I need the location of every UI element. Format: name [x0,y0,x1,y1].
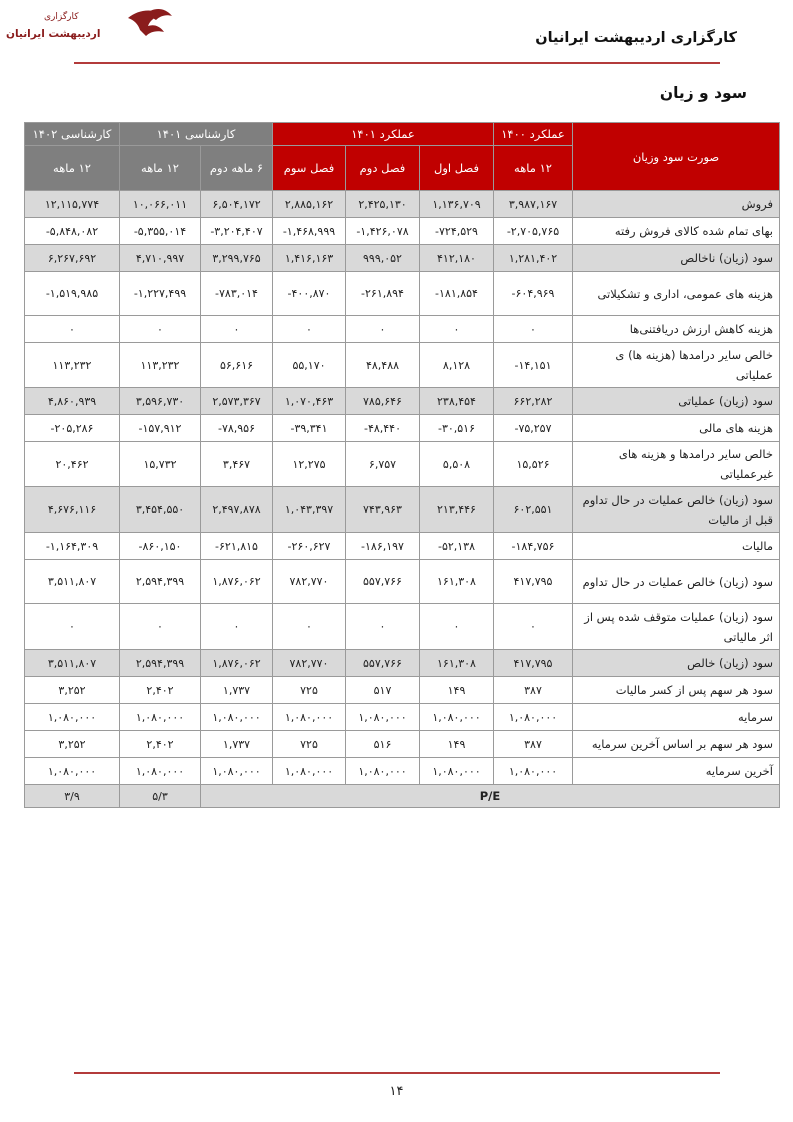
cell-value: -۳۹,۳۴۱ [273,415,346,442]
cell-value: -۷۸,۹۵۶ [201,415,273,442]
table-row [25,343,780,388]
cell-value: -۱,۵۱۹,۹۸۵ [25,272,120,316]
cell-value: -۵۲,۱۳۸ [420,533,494,560]
cell-value: ۱,۷۳۷ [201,731,273,758]
cell-value: ۱,۰۸۰,۰۰۰ [201,758,273,785]
cell-value: ۲,۴۰۲ [120,731,201,758]
row-label: سود (زیان) خالص [573,650,780,677]
cell-value: ۵۵۷,۷۶۶ [346,650,420,677]
cell-value: ۶,۵۰۴,۱۷۲ [201,191,273,218]
cell-value: ۱۶۱,۳۰۸ [420,560,494,604]
table-row [25,758,780,785]
cell-value: ۶,۲۶۷,۶۹۲ [25,245,120,272]
cell-value: ۰ [201,316,273,343]
cell-value: ۳۸۷ [494,731,573,758]
page-header [0,0,793,62]
cell-value: ۵۶,۶۱۶ [201,343,273,388]
cell-value: ۱,۰۸۰,۰۰۰ [494,758,573,785]
cell-value: ۳,۴۵۴,۵۵۰ [120,487,201,533]
cell-value: ۴۸,۴۸۸ [346,343,420,388]
cell-value: ۱,۰۴۳,۳۹۷ [273,487,346,533]
logo-text-main: اردیبهشت ایرانیان [6,28,101,40]
row-label: سود (زیان) خالص عملیات در حال تداوم [573,560,780,604]
cell-value: -۱,۴۲۶,۰۷۸ [346,218,420,245]
cell-value: ۵۱۶ [346,731,420,758]
cell-value: ۳,۲۵۲ [25,677,120,704]
row-header: صورت سود وزیان [573,123,780,191]
table-row [25,533,780,560]
cell-value: ۰ [420,316,494,343]
row-label: سود (زیان) خالص عملیات در حال تداوم قبل از مالیات [573,487,780,533]
row-label: سود (زیان) ناخالص [573,245,780,272]
table-row [25,245,780,272]
cell-value: -۳,۲۰۴,۴۰۷ [201,218,273,245]
section-title: سود و زیان [659,84,747,102]
cell-value: ۱۴۹ [420,677,494,704]
table-row [25,316,780,343]
header-divider [74,62,720,64]
cell-value: ۷۸۲,۷۷۰ [273,650,346,677]
cell-value: ۳,۲۵۲ [25,731,120,758]
cell-value: ۳,۵۱۱,۸۰۷ [25,650,120,677]
cell-value: ۲۳۸,۴۵۴ [420,388,494,415]
cell-value: ۰ [273,604,346,650]
cell-value: -۸۶۰,۱۵۰ [120,533,201,560]
cell-value: ۹۹۹,۰۵۲ [346,245,420,272]
cell-value: -۶۰۴,۹۶۹ [494,272,573,316]
cell-value: ۳,۹۸۷,۱۶۷ [494,191,573,218]
cell-value: ۵,۵۰۸ [420,442,494,487]
cell-value: ۲,۴۹۷,۸۷۸ [201,487,273,533]
table-row [25,487,780,533]
cell-value: -۳۰,۵۱۶ [420,415,494,442]
cell-value: ۳,۲۹۹,۷۶۵ [201,245,273,272]
cell-value: ۰ [420,604,494,650]
cell-value: -۱۴,۱۵۱ [494,343,573,388]
cell-value: ۱۲,۲۷۵ [273,442,346,487]
row-label: هزینه کاهش ارزش دریافتنی‌ها [573,316,780,343]
cell-value: ۱۰,۰۶۶,۰۱۱ [120,191,201,218]
row-label: بهای تمام شده کالای فروش رفته [573,218,780,245]
cell-value: -۱۸۱,۸۵۴ [420,272,494,316]
cell-value: ۱۵,۵۲۶ [494,442,573,487]
cell-value: -۲۶۰,۶۲۷ [273,533,346,560]
cell-value: ۱,۴۱۶,۱۶۳ [273,245,346,272]
cell-value: ۳۸۷ [494,677,573,704]
cell-value: ۷۲۵ [273,677,346,704]
cell-value: ۱,۸۷۶,۰۶۲ [201,650,273,677]
cell-value: ۰ [494,316,573,343]
cell-value: ۴۱۷,۷۹۵ [494,650,573,677]
cell-value: ۱,۰۸۰,۰۰۰ [120,758,201,785]
cell-value: ۲۱۳,۴۴۶ [420,487,494,533]
cell-value: ۷۴۳,۹۶۳ [346,487,420,533]
cell-value: ۲,۸۸۵,۱۶۲ [273,191,346,218]
cell-value: -۴۰۰,۸۷۰ [273,272,346,316]
cell-value: ۶,۷۵۷ [346,442,420,487]
cell-value: ۳,۵۱۱,۸۰۷ [25,560,120,604]
cell-value: ۱۶۱,۳۰۸ [420,650,494,677]
cell-value: ۱,۰۸۰,۰۰۰ [420,758,494,785]
cell-value: ۰ [346,316,420,343]
row-label: سرمایه [573,704,780,731]
cell-value: -۴۸,۴۴۰ [346,415,420,442]
logo-text-small: کارگزاری [44,12,79,22]
cell-value: ۲,۵۹۴,۳۹۹ [120,650,201,677]
subheader: فصل دوم [346,146,420,191]
cell-value: ۱۱۳,۲۳۲ [120,343,201,388]
income-statement-table [24,122,780,808]
cell-value: ۰ [494,604,573,650]
cell-value: ۰ [273,316,346,343]
row-label: مالیات [573,533,780,560]
cell-value: ۱۲,۱۱۵,۷۷۴ [25,191,120,218]
group-header-1400: عملکرد ۱۴۰۰ [494,123,573,146]
cell-value: ۱,۰۸۰,۰۰۰ [420,704,494,731]
cell-value: ۴۱۷,۷۹۵ [494,560,573,604]
cell-value: ۷۸۲,۷۷۰ [273,560,346,604]
cell-value: -۲۰۵,۲۸۶ [25,415,120,442]
subheader: فصل سوم [273,146,346,191]
cell-value: -۱,۲۲۷,۴۹۹ [120,272,201,316]
cell-value: ۱,۲۸۱,۴۰۲ [494,245,573,272]
cell-value: -۲۶۱,۸۹۴ [346,272,420,316]
subheader: ۶ ماهه دوم [201,146,273,191]
cell-value: ۱,۱۳۶,۷۰۹ [420,191,494,218]
row-label: سود هر سهم بر اساس آخرین سرمایه [573,731,780,758]
cell-value: ۱,۰۸۰,۰۰۰ [494,704,573,731]
cell-value: -۱۸۶,۱۹۷ [346,533,420,560]
cell-value: ۱,۰۸۰,۰۰۰ [25,704,120,731]
row-label: آخرین سرمایه [573,758,780,785]
cell-value: ۰ [25,604,120,650]
cell-value: ۱۴۹ [420,731,494,758]
cell-value: ۱۱۳,۲۳۲ [25,343,120,388]
cell-value: -۱۵۷,۹۱۲ [120,415,201,442]
table-row [25,731,780,758]
cell-value: ۱,۰۸۰,۰۰۰ [346,758,420,785]
group-header-1401: عملکرد ۱۴۰۱ [273,123,494,146]
cell-value: -۷۵,۲۵۷ [494,415,573,442]
cell-value: -۱,۴۶۸,۹۹۹ [273,218,346,245]
table-row [25,442,780,487]
row-label: خالص سایر درامدها (هزینه ها) ی عملیاتی [573,343,780,388]
cell-value: ۵۱۷ [346,677,420,704]
cell-value: ۲,۴۲۵,۱۳۰ [346,191,420,218]
cell-value: -۱۸۴,۷۵۶ [494,533,573,560]
cell-value: -۷۲۴,۵۲۹ [420,218,494,245]
row-label: هزینه های عمومی، اداری و تشکیلاتی [573,272,780,316]
cell-value: ۱,۷۳۷ [201,677,273,704]
pe-label: P/E [201,785,780,808]
table-row [25,704,780,731]
row-label: سود (زیان) عملیات متوقف شده پس از اثر مالیاتی [573,604,780,650]
cell-value: ۱,۰۸۰,۰۰۰ [273,704,346,731]
table-row [25,677,780,704]
group-header-k1402: کارشناسی ۱۴۰۲ [25,123,120,146]
table-row [25,604,780,650]
pe-value: ۳/۹ [25,785,120,808]
cell-value: ۰ [346,604,420,650]
cell-value: ۲,۵۷۳,۳۶۷ [201,388,273,415]
cell-value: ۲۰,۴۶۲ [25,442,120,487]
cell-value: ۰ [120,604,201,650]
cell-value: ۱,۰۸۰,۰۰۰ [25,758,120,785]
cell-value: ۱,۰۸۰,۰۰۰ [273,758,346,785]
footer-divider [74,1072,720,1074]
cell-value: -۵,۳۵۵,۰۱۴ [120,218,201,245]
cell-value: ۰ [25,316,120,343]
cell-value: ۰ [201,604,273,650]
cell-value: -۲,۷۰۵,۷۶۵ [494,218,573,245]
row-label: فروش [573,191,780,218]
subheader: ۱۲ ماهه [120,146,201,191]
cell-value: ۴,۷۱۰,۹۹۷ [120,245,201,272]
cell-value: ۶۶۲,۲۸۲ [494,388,573,415]
table-row [25,650,780,677]
subheader: فصل اول [420,146,494,191]
cell-value: ۱,۸۷۶,۰۶۲ [201,560,273,604]
cell-value: -۵,۸۴۸,۰۸۲ [25,218,120,245]
row-label: سود (زیان) عملیاتی [573,388,780,415]
cell-value: ۵۵۷,۷۶۶ [346,560,420,604]
row-label: خالص سایر درامدها و هزینه های غیرعملیاتی [573,442,780,487]
page-number: ۱۴ [389,1084,404,1099]
cell-value: ۶۰۲,۵۵۱ [494,487,573,533]
pe-value: ۵/۳ [120,785,201,808]
cell-value: -۶۲۱,۸۱۵ [201,533,273,560]
cell-value: ۱,۰۷۰,۴۶۳ [273,388,346,415]
cell-value: -۷۸۳,۰۱۴ [201,272,273,316]
company-name: کارگزاری اردیبهشت ایرانیان [535,30,737,46]
cell-value: ۴,۶۷۶,۱۱۶ [25,487,120,533]
subheader: ۱۲ ماهه [25,146,120,191]
cell-value: ۱,۰۸۰,۰۰۰ [201,704,273,731]
cell-value: ۷۸۵,۶۴۶ [346,388,420,415]
cell-value: ۰ [120,316,201,343]
subheader: ۱۲ ماهه [494,146,573,191]
cell-value: ۳,۵۹۶,۷۳۰ [120,388,201,415]
cell-value: ۱۵,۷۳۲ [120,442,201,487]
cell-value: -۱,۱۶۴,۳۰۹ [25,533,120,560]
table-row [25,560,780,604]
table-row [25,388,780,415]
cell-value: ۷۲۵ [273,731,346,758]
cell-value: ۴,۸۶۰,۹۳۹ [25,388,120,415]
table-row [25,415,780,442]
cell-value: ۵۵,۱۷۰ [273,343,346,388]
cell-value: ۲,۴۰۲ [120,677,201,704]
cell-value: ۳,۴۶۷ [201,442,273,487]
group-header-k1401: کارشناسی ۱۴۰۱ [120,123,273,146]
cell-value: ۱,۰۸۰,۰۰۰ [346,704,420,731]
row-label: سود هر سهم پس از کسر مالیات [573,677,780,704]
row-label: هزینه های مالی [573,415,780,442]
cell-value: ۲,۵۹۴,۳۹۹ [120,560,201,604]
cell-value: ۸,۱۲۸ [420,343,494,388]
table-row [25,218,780,245]
cell-value: ۴۱۲,۱۸۰ [420,245,494,272]
table-row [25,191,780,218]
table-row [25,272,780,316]
cell-value: ۱,۰۸۰,۰۰۰ [120,704,201,731]
